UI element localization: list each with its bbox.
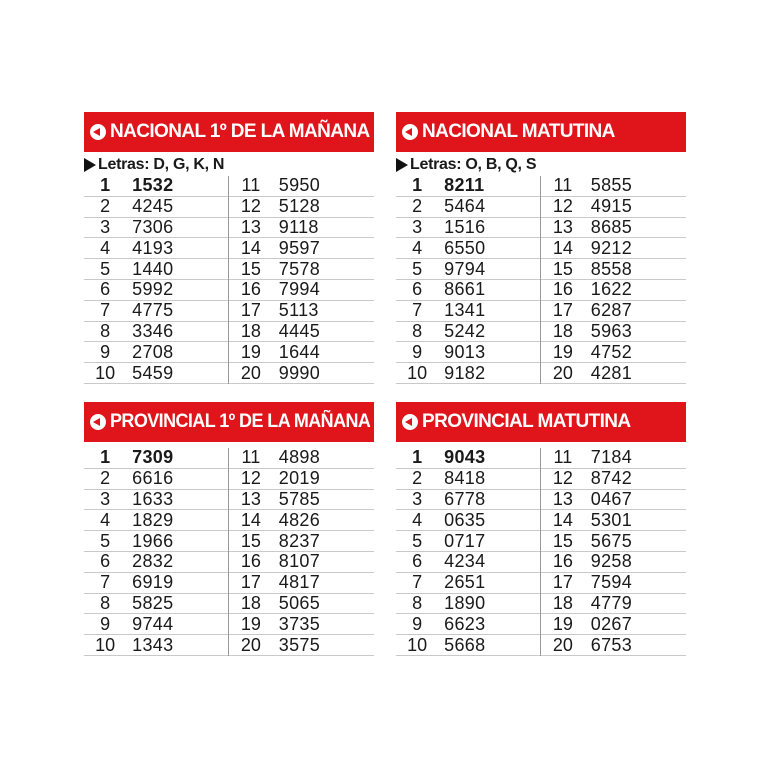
result-position: 18 (552, 320, 573, 341)
result-position: 9 (100, 613, 111, 634)
result-number: 5128 (278, 196, 321, 217)
results-column-left (396, 448, 541, 656)
result-position: 10 (407, 362, 428, 383)
result-position: 1 (412, 447, 423, 468)
result-position: 20 (552, 362, 573, 383)
result-position: 9 (412, 341, 423, 362)
result-position: 6 (100, 279, 111, 300)
result-row (229, 573, 374, 594)
result-row (541, 510, 686, 531)
result-row (84, 176, 228, 197)
result-position: 13 (552, 217, 573, 237)
result-row (396, 280, 540, 301)
result-number: 4234 (444, 551, 486, 572)
result-row (229, 490, 374, 511)
result-number: 6616 (132, 468, 174, 489)
result-row (229, 469, 374, 490)
result-position: 18 (240, 320, 261, 341)
result-row (396, 490, 540, 511)
result-row (396, 322, 540, 343)
result-number: 8211 (444, 175, 485, 196)
result-position: 11 (241, 447, 261, 468)
result-number: 4817 (278, 572, 321, 593)
result-position: 6 (412, 551, 423, 572)
panel-header (396, 402, 686, 442)
result-position: 17 (240, 572, 261, 593)
result-row (541, 594, 686, 615)
result-row (396, 238, 540, 259)
result-number: 2651 (444, 572, 486, 593)
result-number: 8418 (444, 468, 486, 489)
result-number: 1644 (278, 341, 321, 362)
result-position: 12 (552, 468, 573, 489)
result-row (229, 531, 374, 552)
arrow-left-circle-icon (90, 414, 106, 430)
result-number: 7306 (132, 217, 174, 237)
result-position: 2 (100, 196, 111, 217)
result-row (396, 552, 540, 573)
triangle-right-icon (84, 158, 96, 172)
result-number: 3735 (278, 613, 321, 634)
result-number: 4779 (590, 592, 633, 613)
result-row (84, 614, 228, 635)
results-column-right (541, 448, 686, 656)
result-position: 3 (100, 489, 111, 509)
result-number: 5675 (590, 530, 633, 551)
result-position: 10 (407, 634, 428, 655)
result-position: 1 (412, 175, 423, 196)
result-position: 18 (552, 592, 573, 613)
panel-header (84, 402, 374, 442)
result-row (229, 259, 374, 280)
panel-header (84, 112, 374, 152)
result-row (84, 238, 228, 259)
result-row (396, 510, 540, 531)
arrow-left-circle-icon (90, 124, 106, 140)
result-row (396, 301, 540, 322)
panel-provincial-matutina (396, 402, 686, 656)
result-position: 14 (240, 509, 261, 530)
result-number: 1343 (132, 634, 174, 655)
result-position: 17 (552, 300, 573, 321)
result-number: 1532 (132, 175, 174, 196)
result-position: 16 (552, 279, 573, 300)
result-row (84, 448, 228, 469)
result-position: 4 (412, 237, 423, 258)
panel-title: NACIONAL MATUTINA (422, 121, 615, 142)
result-number: 4775 (132, 300, 174, 321)
result-row (541, 259, 686, 280)
result-row (541, 176, 686, 197)
result-position: 13 (240, 489, 261, 509)
result-number: 1341 (444, 300, 486, 321)
result-number: 3346 (132, 320, 174, 341)
result-row (541, 552, 686, 573)
result-position: 2 (412, 196, 423, 217)
result-position: 7 (412, 300, 423, 321)
result-position: 20 (240, 362, 261, 383)
result-position: 13 (240, 217, 261, 237)
result-row (541, 218, 686, 239)
result-row (396, 594, 540, 615)
result-row (229, 176, 374, 197)
result-number: 7994 (278, 279, 321, 300)
result-number: 8661 (444, 279, 486, 300)
result-number: 2708 (132, 341, 174, 362)
result-row (396, 448, 540, 469)
result-row (541, 614, 686, 635)
result-row (84, 218, 228, 239)
panel-title: PROVINCIAL MATUTINA (422, 411, 631, 432)
result-row (84, 469, 228, 490)
result-position: 3 (412, 217, 423, 237)
result-position: 11 (553, 175, 573, 196)
result-number: 9744 (132, 613, 174, 634)
result-row (229, 448, 374, 469)
results-column-right (229, 176, 374, 384)
result-position: 9 (412, 613, 423, 634)
result-position: 12 (240, 196, 261, 217)
result-number: 5459 (132, 362, 174, 383)
result-position: 8 (100, 592, 111, 613)
result-position: 2 (412, 468, 423, 489)
result-row (84, 490, 228, 511)
result-number: 9597 (278, 237, 321, 258)
result-number: 5464 (444, 196, 486, 217)
results-column-right (229, 448, 374, 656)
result-number: 0635 (444, 509, 486, 530)
result-position: 19 (240, 341, 261, 362)
result-position: 1 (100, 175, 111, 196)
result-number: 1440 (132, 258, 174, 279)
result-row (541, 635, 686, 656)
result-row (84, 363, 228, 384)
result-row (541, 238, 686, 259)
result-number: 1516 (444, 217, 486, 237)
result-number: 4898 (278, 447, 321, 468)
result-row (229, 614, 374, 635)
result-number: 4826 (278, 509, 321, 530)
result-number: 6623 (444, 613, 486, 634)
result-row (541, 490, 686, 511)
result-position: 6 (412, 279, 423, 300)
result-row (541, 469, 686, 490)
result-position: 4 (100, 509, 111, 530)
result-position: 14 (552, 237, 573, 258)
result-position: 4 (412, 509, 423, 530)
result-row (396, 635, 540, 656)
result-position: 14 (552, 509, 573, 530)
result-row (229, 218, 374, 239)
triangle-right-icon (396, 158, 408, 172)
result-number: 6753 (590, 634, 633, 655)
result-number: 4193 (132, 237, 174, 258)
result-position: 17 (240, 300, 261, 321)
result-number: 7184 (590, 447, 633, 468)
result-number: 5065 (278, 592, 321, 613)
results-grid (396, 176, 686, 384)
result-position: 5 (412, 258, 423, 279)
result-number: 9212 (590, 237, 633, 258)
result-number: 9043 (444, 447, 486, 468)
result-row (229, 322, 374, 343)
result-number: 5785 (278, 489, 321, 509)
letras-line (396, 154, 686, 176)
result-number: 1633 (132, 489, 174, 509)
result-row (84, 573, 228, 594)
result-row (541, 322, 686, 343)
result-number: 4281 (590, 362, 633, 383)
result-number: 2832 (132, 551, 174, 572)
result-number: 5825 (132, 592, 174, 613)
result-number: 8237 (278, 530, 321, 551)
result-row (229, 301, 374, 322)
panel-provincial-primera (84, 402, 374, 656)
result-row (229, 510, 374, 531)
results-column-left (84, 176, 229, 384)
result-position: 15 (240, 258, 261, 279)
result-number: 6919 (132, 572, 174, 593)
result-row (396, 531, 540, 552)
result-row (229, 635, 374, 656)
panel-nacional-primera (84, 112, 374, 384)
result-position: 1 (100, 447, 111, 468)
result-position: 10 (95, 634, 116, 655)
result-row (229, 552, 374, 573)
result-position: 16 (552, 551, 573, 572)
result-row (396, 614, 540, 635)
result-number: 1622 (590, 279, 633, 300)
result-number: 8107 (278, 551, 321, 572)
result-row (396, 573, 540, 594)
result-row (541, 301, 686, 322)
result-number: 5113 (278, 300, 319, 321)
result-position: 19 (552, 613, 573, 634)
result-number: 5301 (590, 509, 633, 530)
panel-title: NACIONAL 1º DE LA MAÑANA (110, 121, 370, 142)
result-number: 4445 (278, 320, 321, 341)
result-number: 7578 (278, 258, 321, 279)
result-number: 4752 (590, 341, 633, 362)
result-row (396, 363, 540, 384)
result-position: 2 (100, 468, 111, 489)
result-number: 3575 (278, 634, 321, 655)
result-row (396, 259, 540, 280)
result-position: 15 (552, 258, 573, 279)
result-row (84, 322, 228, 343)
result-row (229, 238, 374, 259)
result-position: 11 (553, 447, 573, 468)
result-number: 1829 (132, 509, 174, 530)
result-number: 5992 (132, 279, 174, 300)
result-row (541, 197, 686, 218)
result-number: 9182 (444, 362, 486, 383)
result-number: 5855 (590, 175, 633, 196)
result-row (84, 280, 228, 301)
result-number: 8685 (590, 217, 633, 237)
result-position: 20 (240, 634, 261, 655)
result-number: 7309 (132, 447, 174, 468)
results-column-left (396, 176, 541, 384)
result-position: 17 (552, 572, 573, 593)
result-position: 5 (100, 258, 111, 279)
result-number: 5242 (444, 320, 486, 341)
result-number: 6778 (444, 489, 486, 509)
results-grid (84, 176, 374, 384)
result-number: 1966 (132, 530, 174, 551)
result-number: 0267 (590, 613, 633, 634)
result-number: 8742 (590, 468, 633, 489)
result-number: 5963 (590, 320, 633, 341)
result-position: 16 (240, 551, 261, 572)
result-row (541, 531, 686, 552)
result-row (84, 301, 228, 322)
result-number: 2019 (278, 468, 321, 489)
result-row (84, 531, 228, 552)
result-position: 5 (412, 530, 423, 551)
result-number: 9990 (278, 362, 321, 383)
result-row (229, 342, 374, 363)
result-row (541, 342, 686, 363)
result-position: 8 (100, 320, 111, 341)
result-position: 8 (412, 592, 423, 613)
result-number: 9794 (444, 258, 486, 279)
result-row (229, 197, 374, 218)
result-position: 3 (412, 489, 423, 509)
panel-header (396, 112, 686, 152)
result-row (229, 594, 374, 615)
result-position: 9 (100, 341, 111, 362)
result-position: 10 (95, 362, 116, 383)
result-number: 9118 (278, 217, 319, 237)
result-row (84, 259, 228, 280)
result-row (84, 510, 228, 531)
result-row (396, 197, 540, 218)
result-row (229, 280, 374, 301)
result-number: 6287 (590, 300, 633, 321)
result-number: 7594 (590, 572, 633, 593)
result-position: 7 (100, 572, 111, 593)
result-position: 18 (240, 592, 261, 613)
result-number: 9013 (444, 341, 486, 362)
result-position: 8 (412, 320, 423, 341)
letras-line (84, 154, 374, 176)
result-position: 4 (100, 237, 111, 258)
result-number: 8558 (590, 258, 633, 279)
result-position: 11 (241, 175, 261, 196)
result-number: 1890 (444, 592, 486, 613)
result-number: 4245 (132, 196, 174, 217)
result-row (396, 176, 540, 197)
result-position: 15 (552, 530, 573, 551)
result-row (396, 469, 540, 490)
result-number: 0467 (590, 489, 633, 509)
result-number: 6550 (444, 237, 486, 258)
result-position: 6 (100, 551, 111, 572)
result-position: 14 (240, 237, 261, 258)
result-number: 4915 (590, 196, 633, 217)
arrow-left-circle-icon (402, 414, 418, 430)
results-grid (84, 448, 374, 656)
result-number: 9258 (590, 551, 633, 572)
result-row (541, 280, 686, 301)
result-row (84, 552, 228, 573)
arrow-left-circle-icon (402, 124, 418, 140)
result-position: 13 (552, 489, 573, 509)
result-row (396, 218, 540, 239)
result-number: 0717 (444, 530, 486, 551)
letras-text: Letras: D, G, K, N (98, 156, 225, 173)
result-row (541, 363, 686, 384)
result-position: 7 (100, 300, 111, 321)
result-row (541, 573, 686, 594)
result-position: 19 (240, 613, 261, 634)
result-position: 19 (552, 341, 573, 362)
result-number: 5950 (278, 175, 321, 196)
result-position: 7 (412, 572, 423, 593)
result-position: 16 (240, 279, 261, 300)
result-position: 15 (240, 530, 261, 551)
result-row (84, 342, 228, 363)
result-position: 12 (240, 468, 261, 489)
results-column-left (84, 448, 229, 656)
result-position: 12 (552, 196, 573, 217)
result-row (229, 363, 374, 384)
result-row (84, 594, 228, 615)
result-number: 5668 (444, 634, 486, 655)
result-row (541, 448, 686, 469)
result-position: 3 (100, 217, 111, 237)
result-row (396, 342, 540, 363)
result-position: 5 (100, 530, 111, 551)
results-grid (396, 448, 686, 656)
results-column-right (541, 176, 686, 384)
panel-nacional-matutina (396, 112, 686, 384)
result-row (84, 197, 228, 218)
panel-title: PROVINCIAL 1º DE LA MAÑANA (110, 411, 371, 432)
result-position: 20 (552, 634, 573, 655)
result-row (84, 635, 228, 656)
letras-text: Letras: O, B, Q, S (410, 156, 537, 173)
